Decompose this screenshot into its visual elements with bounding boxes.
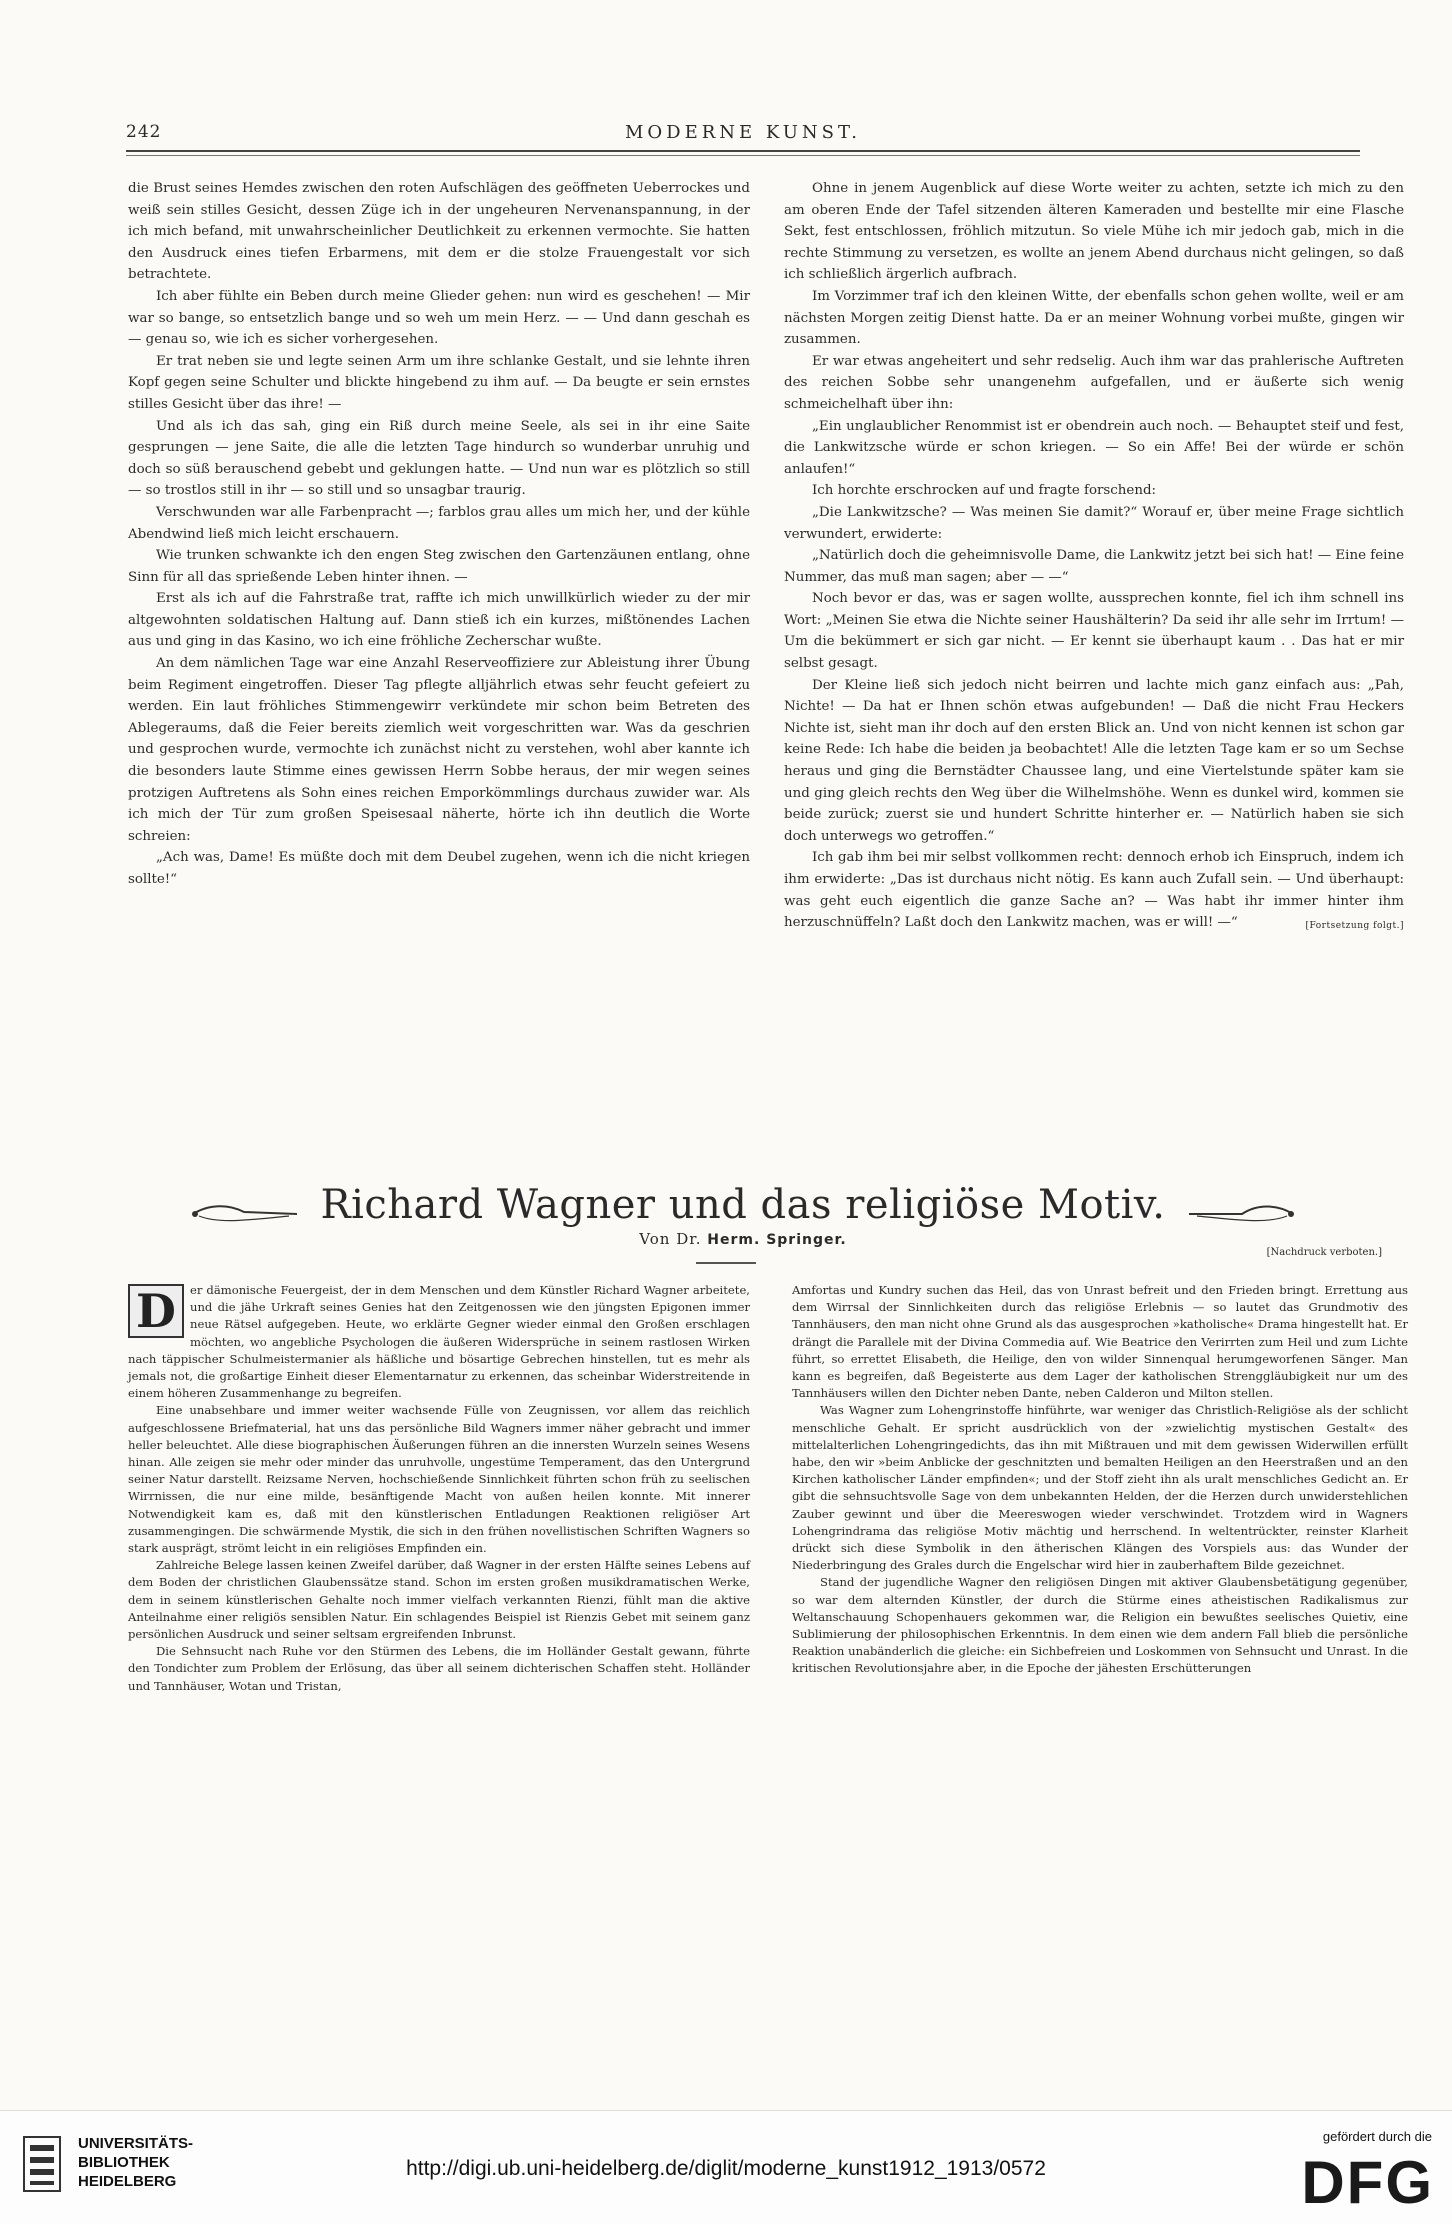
paragraph: Noch bevor er das, was er sagen wollte, aussprechen konnte, fiel ich ihm schnell ins Wort: „Meinen Sie etwa die Nichte seiner Haushälterin? Da seid ihr alle sehr im Irrtum! — Um die bekümmert er sich gar nicht. — Er kennt sie überhaupt kaum . . Das hat er mir selbst gesagt.	[784, 591, 1404, 672]
header-rule-thin	[126, 155, 1360, 156]
paragraph: „Ach was, Dame! Es müßte doch mit dem Deubel zugehen, wenn ich die nicht kriegen sollte!“	[128, 850, 750, 887]
paragraph: Verschwunden war alle Farbenpracht —; farblos grau alles um mich her, und der kühle Abendwind ließ mich leicht erschauern.	[128, 504, 750, 542]
paragraph: Stand der jugendliche Wagner den religiösen Dingen mit aktiver Glaubensbetätigung gegenüber, so war dem alternden Künstler, der durch die Stürme eines atheistischen Radikalismus zur Weltanschauung Schopenhauers gekommen war, die Religion ein bewußtes seelisches Quietiv, eine Sublimierung der philosophischen Erkenntnis. In dem einen wie dem andern Fall blieb die persönliche Reaktion unabänderlich die gleiche: ein Sichbefreien und Loskommen von Sehnsucht und Unrast. In die kritischen Revolutionsjahre aber, in die Epoche der jähesten Erschütterungen	[792, 1575, 1408, 1676]
paragraph: Und als ich das sah, ging ein Riß durch meine Seele, als sei in ihr eine Saite gesprungen — jene Saite, die alle die letzten Tage hindurch so wunderbar unruhig und doch so süß berauschend gebebt und geklungen hatte. — Und nun war es plötzlich so still — so trostlos still in ihr — so still und so unsagbar traurig.	[128, 418, 750, 499]
paragraph	[784, 847, 1404, 933]
source-url-link[interactable]: http://digi.ub.uni-heidelberg.de/diglit/moderne_kunst1912_1913/0572	[406, 2157, 1046, 2180]
paragraph: Amfortas und Kundry suchen das Heil, das von Unrast befreit und den Frieden bringt. Errettung aus dem Wirrsal der Sinnlichkeiten durch das religiöse Erlebnis — so lautet das Grundmotiv des Tannhäusers, den man nicht ohne Grund als das ausgesprochen »katholische« Drama hingestellt hat. Er drängt die Parallele mit der Divina Commedia auf. Wie Beatrice den Verirrten zum Heil und zum Lichte führt, so errettet Elisabeth, die Heilige, den von wilder Sinnenqual herumgeworfenen Sänger. Man kann es begreifen, daß Begeisterte aus dem Lager der katholischen Strenggläubigkeit nur um des Tannhäusers willen den Dichter neben Dante, neben Calderon und Milton stellen.	[792, 1283, 1408, 1401]
digitization-footer	[0, 2110, 1452, 2224]
paragraph: Ich aber fühlte ein Beben durch meine Glieder gehen: nun wird es geschehen! — Mir war so bange, so entsetzlich bange und so weh um mein Herz. — — Und dann geschah es — genau so, wie ich es sicher vorhergesehen.	[128, 288, 750, 348]
paragraph: die Brust seines Hemdes zwischen den roten Aufschlägen des geöffneten Ueberrockes und weiß sein stilles Gesicht, dessen Züge ich in der ungeheuren Nervenanspannung, in der ich mich befand, mit unwahrscheinlicher Deutlichkeit zu erkennen vermochte. Sie hatten den Ausdruck eines tiefen Erbarmens, mit dem er die stolze Frauengestalt vor sich betrachtete.	[128, 181, 750, 283]
library-line: HEIDELBERG	[78, 2173, 177, 2190]
right-ornament-icon	[1187, 1202, 1297, 1226]
paragraph: Zahlreiche Belege lassen keinen Zweifel darüber, daß Wagner in der ersten Hälfte seines Lebens auf dem Boden der christlichen Glaubenssätze stand. Schon im ersten großen musikdramatischen Werke, dem in seinem künstlerischen Gehalte noch immer vielfach verkannten Rienzi, fühlt man die aktive Anteilnahme einer religiös sensiblen Natur. Ein schlagendes Beispiel ist Rienzis Gebet mit seinem ganz persönlichen Ausdruck und seiner seltsam ergreifenden Inbrunst.	[128, 1558, 750, 1642]
page-header	[126, 122, 1360, 148]
paragraph: Ohne in jenem Augenblick auf diese Worte weiter zu achten, setzte ich mich zu den am oberen Ende der Tafel sitzenden älteren Kameraden und bestellte mir eine Flasche Sekt, fest entschlossen, fröhlich mitzutun. So viele Mühe ich mir jedoch gab, mich in die rechte Stimmung zu versetzen, es wollte an jenem Abend durchaus nicht gelingen, so daß ich schließlich ärgerlich aufbrach.	[784, 181, 1404, 283]
paragraph: „Natürlich doch die geheimnisvolle Dame, die Lankwitz jetzt bei sich hat! — Eine feine Nummer, das muß man sagen; aber — —“	[784, 548, 1404, 585]
paragraph: „Ein unglaublicher Renommist ist er obendrein auch noch. — Behauptet steif und fest, die Lankwitzsche würde er schon kriegen. — So ein Affe! Bei der würde er schön anlaufen!“	[784, 418, 1404, 477]
paragraph: An dem nämlichen Tage war eine Anzahl Reserveoffiziere zur Ableistung ihrer Übung beim Regiment eingetroffen. Dieser Tag pflegte alljährlich etwas sehr feucht gefeiert zu werden. Ein laut fröhliches Stimmengewirr verkündete mir schon beim Betreten des Ablegeraums, daß die Feier bereits ziemlich weit vorgeschritten war. Was da geschrien und gesprochen wurde, vermochte ich zunächst nicht zu verstehen, wohl aber kannte ich die besonders laute Stimme eines gewissen Herrn Sobbe heraus, der mir wegen seines protzigen Auftretens als Sohn eines reichen Emporkömmlings durchaus zuwider war. Als ich mich der Tür zum großen Speisesaal näherte, hörte ich ihn deutlich die Worte schreien:	[128, 656, 750, 844]
paragraph: Die Sehnsucht nach Ruhe vor den Stürmen des Lebens, die im Holländer Gestalt gewann, führte den Tondichter zum Problem der Erlösung, das über all seinem dichterischen Schaffen steht. Holländer und Tannhäuser, Wotan und Tristan,	[128, 1644, 750, 1693]
running-title: MODERNE KUNST.	[624, 122, 862, 143]
paragraph: Er trat neben sie und legte seinen Arm um ihre schlanke Gestalt, und sie lehnte ihren Kopf gegen seine Schulter und blickte hingebend zu ihm auf. — Da beugte er sein ernstes stilles Gesicht über das ihre! —	[128, 353, 750, 412]
left-ornament-icon	[189, 1202, 299, 1226]
article-title-block	[126, 1182, 1360, 1228]
paragraph: Der Kleine ließ sich jedoch nicht beirren und lachte mich ganz einfach aus: „Pah, Nichte! — Da hat er Ihnen schön etwas aufgebunden! — Daß die nicht Frau Heckers Nichte ist, sieht man ihr doch auf den ersten Blick an. Und von nicht kennen ist schon gar keine Rede: Ich habe die beiden ja beobachtet! Alle die letzten Tage kam er so um Sechse heraus und ging die Bernstädter Chaussee lang, und eine Viertelstunde später kam sie und ging gleich rechts den Weg über die Wilhelmshöhe. Wenn es dunkel wird, kommen sie beide zurück; zuerst sie und hundert Schritte hinterher er. — Natürlich haben sie sich doch unterwegs wo getroffen.“	[784, 677, 1404, 844]
continuation-note: [Fortsetzung folgt.]	[1305, 921, 1404, 932]
paragraph: Ich horchte erschrocken auf und fragte forschend:	[812, 483, 1157, 499]
byline-rule	[696, 1262, 756, 1264]
paragraph: Was Wagner zum Lohengrinstoffe hinführte, war weniger das Christlich-Religiöse als der schlicht menschliche Gehalt. Er spricht ausdrücklich von der »zwielichtig mystischen Gestalt« des mittelalterlichen Lohengringedichts, das ihn mit Mißtrauen und mit dem gewissen Widerwillen erfüllt habe, den wir »beim Anblicke der geschnitzten und bemalten Heiligen an den Heerstraßen und an den Kirchen katholischer Länder empfinden«; und der Stoff zieht ihn als uralt menschliches Gedicht an. Er gibt die sehnsuchtsvolle Sage von dem unbekannten Helden, der die Herzen durch unwiderstehlichen Zauber gewinnt und über die Meereswogen wieder verschwindet. Trotzdem wird in Wagners Lohengrindrama das religiöse Motiv mächtig und herrschend. In weltentrückter, reinster Klarheit drückt sich diese Symbolik in den ätherischen Klängen des Vorspiels aus: das Wunder der Niederbringung des Grales durch die Engelschar wird hier in zauberhaftem Bilde gezeichnet.	[792, 1403, 1408, 1573]
dfg-logo: DFG	[1301, 2149, 1434, 2216]
library-line: BIBLIOTHEK	[78, 2154, 170, 2171]
author-name: Herm. Springer.	[707, 1232, 847, 1248]
paragraph-text: er dämonische Feuergeist, der in dem Menschen und dem Künstler Richard Wagner arbeitete, und die jähe Urkraft seines Genies hat den Zeitgenossen wie den jüngsten Epigonen immer neue Rätsel aufgegeben. Heute, wo erklärte Gegner wieder einmal den Großen erschlagen möchten, wo angebliche Psychologen die äußeren Widersprüche in seinem rastlosen Wirken nach täppischer Schulmeistermanier als häßliche und bösartige Gebrechen hinstellen, tut es mehr als jemals not, die großartige Einheit dieser Elementarnatur zu erkennen, das scheinbar Widerstreitende in einem höheren Zusammenhange zu begreifen.	[128, 1283, 750, 1401]
story-column-right	[784, 178, 1404, 938]
byline	[126, 1230, 1360, 1248]
drop-cap: D	[128, 1284, 184, 1338]
paragraph: Wie trunken schwankte ich den engen Steg zwischen den Gartenzäunen entlang, ohne Sinn für all das sprießende Leben hinter ihnen. —	[128, 548, 750, 585]
article-title: Richard Wagner und das religiöse Motiv.	[320, 1182, 1166, 1228]
page-number: 242	[126, 122, 162, 142]
funding-note: gefördert durch die	[1322, 2129, 1432, 2144]
paragraph: „Die Lankwitzsche? — Was meinen Sie damit?“ Worauf er, über meine Frage sichtlich verwundert, erwiderte:	[784, 504, 1404, 542]
story-column-left	[128, 178, 750, 891]
paragraph	[128, 1282, 750, 1402]
byline-prefix: Von Dr.	[639, 1230, 702, 1248]
paragraph: Eine unabsehbare und immer weiter wachsende Fülle von Zeugnissen, vor allem das reichlich aufgeschlossene Briefmaterial, hat uns das persönliche Bild Wagners immer näher gebracht und immer heller beleuchtet. Alle diese biographischen Äußerungen führen an die innersten Wurzeln seines Wesens hinan. Alle zeigen sie mehr oder minder das unruhvolle, ungestüme Temperament, das den Untergrund seiner Natur darstellt. Reizsame Nerven, hochschießende Sinnlichkeit führten schon früh zu seelischen Wirrnissen, die nur eine milde, besänftigende Macht von außen heilen konnte. Mit innerer Notwendigkeit kam es, daß mit den künstlerischen Entladungen Reaktionen religiöser Art zusammengingen. Die schwärmende Mystik, die sich in den frühen novellistischen Schriften Wagners so stark ausprägt, strömt leicht in ein religiöses Empfinden ein.	[128, 1403, 750, 1556]
article-column-right	[792, 1282, 1408, 1678]
reprint-notice: [Nachdruck verboten.]	[1266, 1247, 1382, 1258]
paragraph: Er war etwas angeheitert und sehr redselig. Auch ihm war das prahlerische Auftreten des reichen Sobbe sehr unangenehm aufgefallen, und er äußerte sich wenig schmeichelhaft über ihn:	[784, 353, 1404, 412]
paragraph: Im Vorzimmer traf ich den kleinen Witte, der ebenfalls schon gehen wollte, weil er am nächsten Morgen zeitig Dienst hatte. Da er an meiner Wohnung vorbei mußte, gingen wir zusammen.	[784, 288, 1404, 348]
library-line: UNIVERSITÄTS-	[78, 2135, 194, 2152]
paragraph-text: Ich gab ihm bei mir selbst vollkommen recht: dennoch erhob ich Einspruch, indem ich ihm erwiderte: „Das ist durchaus nicht nötig. Es kann auch Zufall sein. — Und überhaupt: was geht euch eigentlich die ganze Sache an? — Was habt ihr immer hinter ihm herzuschnüffeln? Laßt doch den Lankwitz machen, was er will! —“	[784, 850, 1404, 931]
paragraph: Erst als ich auf die Fahrstraße trat, raffte ich mich unwillkürlich wieder zu der mir altgewohnten soldatischen Haltung auf. Dann stieß ich ein kurzes, mißtönendes Lachen aus und ging in das Kasino, wo ich eine fröhliche Zecherschar wußte.	[128, 591, 750, 650]
header-rule	[126, 150, 1360, 152]
article-column-left	[128, 1282, 750, 1695]
